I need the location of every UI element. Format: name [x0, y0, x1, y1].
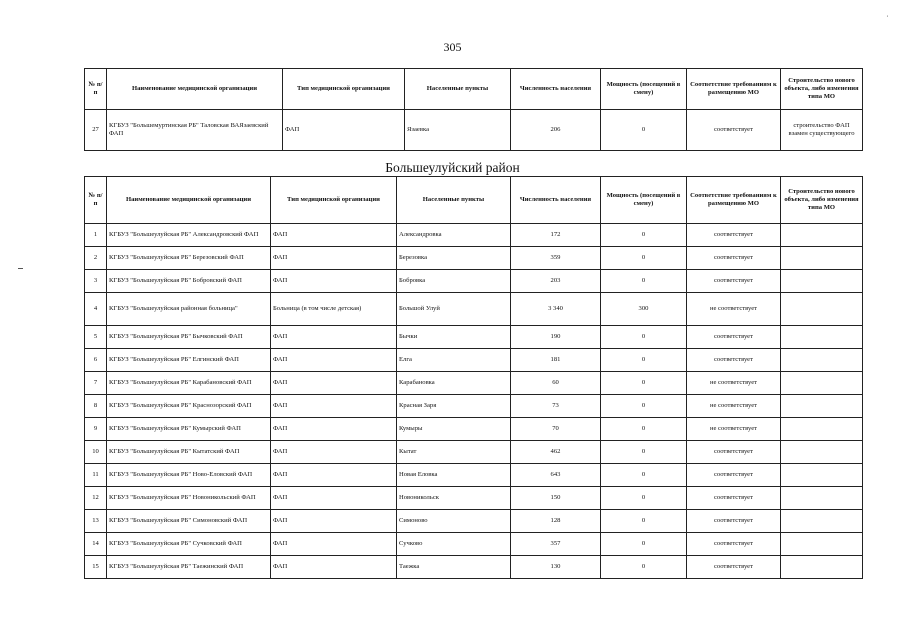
row-settlement: Большой Улуй: [397, 293, 511, 326]
row-num: 4: [85, 293, 107, 326]
top-table-header: [85, 69, 863, 110]
row-capacity: 0: [601, 326, 687, 349]
row-population: 462: [511, 441, 601, 464]
row-construction: [781, 224, 863, 247]
table-row: [85, 533, 863, 556]
corner-mark: ˙: [886, 14, 889, 23]
col-compliance-header: Соответствие требованиям к размещению МО: [687, 69, 781, 110]
row-type: ФАП: [271, 510, 397, 533]
row-population: 206: [511, 110, 601, 151]
col-population-header: Численность населения: [511, 177, 601, 224]
table-row: [85, 247, 863, 270]
row-capacity: 0: [601, 510, 687, 533]
col-construction-header: Строительство нового объекта, либо изменения типа МО: [781, 69, 863, 110]
row-name: КГБУЗ "Большеулуйская РБ" Краснозорский ФАП: [107, 395, 271, 418]
row-type: ФАП: [271, 247, 397, 270]
row-settlement: Бобровка: [397, 270, 511, 293]
row-num: 7: [85, 372, 107, 395]
row-compliance: соответствует: [687, 464, 781, 487]
col-construction-header: Строительство нового объекта, либо изменения типа МО: [781, 177, 863, 224]
main-table-header: [85, 177, 863, 224]
row-capacity: 0: [601, 270, 687, 293]
row-type: ФАП: [271, 326, 397, 349]
row-num: 9: [85, 418, 107, 441]
row-settlement: Новая Еловка: [397, 464, 511, 487]
row-construction: [781, 487, 863, 510]
row-num: 14: [85, 533, 107, 556]
row-compliance: соответствует: [687, 349, 781, 372]
row-num: 8: [85, 395, 107, 418]
table-row: [85, 487, 863, 510]
table-row: [85, 293, 863, 326]
table-row: [85, 418, 863, 441]
row-type: ФАП: [271, 556, 397, 579]
row-settlement: Симоново: [397, 510, 511, 533]
row-compliance: соответствует: [687, 326, 781, 349]
row-type: ФАП: [271, 533, 397, 556]
row-name: КГБУЗ "Большеулуйская РБ" Березовский ФАП: [107, 247, 271, 270]
row-population: 203: [511, 270, 601, 293]
row-name: КГБУЗ "Большеулуйская РБ" Карабановский ФАП: [107, 372, 271, 395]
row-num: 11: [85, 464, 107, 487]
row-construction: [781, 247, 863, 270]
table-row: [85, 110, 863, 151]
row-population: 150: [511, 487, 601, 510]
row-construction: [781, 395, 863, 418]
page-number: 305: [443, 40, 462, 54]
col-name-header: Наименование медицинской организации: [107, 69, 283, 110]
table-row: [85, 270, 863, 293]
row-population: 60: [511, 372, 601, 395]
row-type: ФАП: [271, 441, 397, 464]
col-name-header: Наименование медицинской организации: [107, 177, 271, 224]
row-construction: [781, 372, 863, 395]
row-capacity: 0: [601, 533, 687, 556]
row-type: ФАП: [271, 349, 397, 372]
row-settlement: Березовка: [397, 247, 511, 270]
district-title: Большеулуйский район: [385, 160, 520, 175]
row-compliance: соответствует: [687, 270, 781, 293]
row-construction: [781, 464, 863, 487]
row-name: КГБУЗ "Большеулуйская РБ" Бычковский ФАП: [107, 326, 271, 349]
row-population: 128: [511, 510, 601, 533]
margin-tick: [18, 268, 23, 269]
row-type: ФАП: [271, 487, 397, 510]
row-capacity: 0: [601, 110, 687, 151]
row-capacity: 0: [601, 349, 687, 372]
row-num: 10: [85, 441, 107, 464]
table-row: [85, 372, 863, 395]
row-population: 181: [511, 349, 601, 372]
row-num: 1: [85, 224, 107, 247]
row-construction: [781, 293, 863, 326]
row-type: ФАП: [271, 224, 397, 247]
row-num: 15: [85, 556, 107, 579]
row-name: КГБУЗ "Большеулуйская РБ" Таежинский ФАП: [107, 556, 271, 579]
row-name: КГБУЗ "Большеулуйская РБ" Кытатский ФАП: [107, 441, 271, 464]
row-name: КГБУЗ "Большемуртинская РБ" Таловская ВАЯзаевский ФАП: [107, 110, 283, 151]
row-compliance: не соответствует: [687, 293, 781, 326]
col-num-header: № п/п: [85, 69, 107, 110]
row-construction: [781, 556, 863, 579]
row-capacity: 0: [601, 395, 687, 418]
row-construction: [781, 270, 863, 293]
row-compliance: соответствует: [687, 556, 781, 579]
row-compliance: соответствует: [687, 110, 781, 151]
row-construction: [781, 510, 863, 533]
row-capacity: 0: [601, 372, 687, 395]
row-compliance: не соответствует: [687, 372, 781, 395]
main-table-body: [85, 224, 863, 579]
col-settlement-header: Населенные пункты: [397, 177, 511, 224]
row-population: 130: [511, 556, 601, 579]
table-row: [85, 326, 863, 349]
row-settlement: Красная Заря: [397, 395, 511, 418]
row-type: ФАП: [271, 270, 397, 293]
row-type: ФАП: [271, 372, 397, 395]
col-type-header: Тип медицинской организации: [283, 69, 405, 110]
row-settlement: Новоникольск: [397, 487, 511, 510]
col-compliance-header: Соответствие требованиям к размещению МО: [687, 177, 781, 224]
row-name: КГБУЗ "Большеулуйская РБ" Александровский ФАП: [107, 224, 271, 247]
row-population: 3 340: [511, 293, 601, 326]
table-row: [85, 224, 863, 247]
row-num: 3: [85, 270, 107, 293]
row-settlement: Елга: [397, 349, 511, 372]
row-type: ФАП: [271, 464, 397, 487]
row-compliance: соответствует: [687, 224, 781, 247]
row-settlement: Александровка: [397, 224, 511, 247]
row-settlement: Сучково: [397, 533, 511, 556]
row-name: КГБУЗ "Большеулуйская РБ" Сучковский ФАП: [107, 533, 271, 556]
row-num: 27: [85, 110, 107, 151]
table-row: [85, 464, 863, 487]
row-num: 5: [85, 326, 107, 349]
row-capacity: 0: [601, 224, 687, 247]
row-settlement: Карабановка: [397, 372, 511, 395]
row-compliance: не соответствует: [687, 418, 781, 441]
row-compliance: соответствует: [687, 533, 781, 556]
top-table: [84, 68, 863, 151]
row-settlement: Кумыры: [397, 418, 511, 441]
row-population: 190: [511, 326, 601, 349]
row-population: 357: [511, 533, 601, 556]
row-construction: [781, 326, 863, 349]
row-compliance: соответствует: [687, 247, 781, 270]
row-construction: [781, 441, 863, 464]
main-table: [84, 176, 863, 579]
row-settlement: Бычки: [397, 326, 511, 349]
row-population: 73: [511, 395, 601, 418]
row-name: КГБУЗ "Большеулуйская районная больница": [107, 293, 271, 326]
row-compliance: не соответствует: [687, 395, 781, 418]
row-settlement: Кытат: [397, 441, 511, 464]
row-name: КГБУЗ "Большеулуйская РБ" Ново-Еловский ФАП: [107, 464, 271, 487]
row-num: 6: [85, 349, 107, 372]
row-name: КГБУЗ "Большеулуйская РБ" Кумырский ФАП: [107, 418, 271, 441]
col-num-header: № п/п: [85, 177, 107, 224]
row-population: 643: [511, 464, 601, 487]
row-name: КГБУЗ "Большеулуйская РБ" Бобровский ФАП: [107, 270, 271, 293]
row-capacity: 0: [601, 418, 687, 441]
row-type: Больница (в том числе детская): [271, 293, 397, 326]
row-settlement: Таежка: [397, 556, 511, 579]
row-construction: [781, 418, 863, 441]
row-compliance: соответствует: [687, 441, 781, 464]
row-type: ФАП: [271, 418, 397, 441]
row-construction: строительство ФАП взамен существующего: [781, 110, 863, 151]
col-capacity-header: Мощность (посещений в смену): [601, 69, 687, 110]
row-capacity: 0: [601, 464, 687, 487]
row-name: КГБУЗ "Большеулуйская РБ" Симоновский ФАП: [107, 510, 271, 533]
row-type: ФАП: [283, 110, 405, 151]
table-row: [85, 556, 863, 579]
row-num: 2: [85, 247, 107, 270]
col-capacity-header: Мощность (посещений в смену): [601, 177, 687, 224]
table-row: [85, 441, 863, 464]
row-population: 172: [511, 224, 601, 247]
row-type: ФАП: [271, 395, 397, 418]
row-construction: [781, 533, 863, 556]
row-capacity: 0: [601, 556, 687, 579]
row-capacity: 0: [601, 487, 687, 510]
row-compliance: соответствует: [687, 510, 781, 533]
row-population: 359: [511, 247, 601, 270]
row-population: 70: [511, 418, 601, 441]
row-capacity: 300: [601, 293, 687, 326]
row-construction: [781, 349, 863, 372]
row-num: 12: [85, 487, 107, 510]
row-capacity: 0: [601, 441, 687, 464]
row-compliance: соответствует: [687, 487, 781, 510]
col-type-header: Тип медицинской организации: [271, 177, 397, 224]
row-name: КГБУЗ "Большеулуйская РБ" Елгинский ФАП: [107, 349, 271, 372]
col-settlement-header: Населенные пункты: [405, 69, 511, 110]
row-name: КГБУЗ "Большеулуйская РБ" Новоникольский ФАП: [107, 487, 271, 510]
row-num: 13: [85, 510, 107, 533]
col-population-header: Численность населения: [511, 69, 601, 110]
table-row: [85, 395, 863, 418]
row-settlement: Язаевка: [405, 110, 511, 151]
table-row: [85, 510, 863, 533]
row-capacity: 0: [601, 247, 687, 270]
table-row: [85, 349, 863, 372]
